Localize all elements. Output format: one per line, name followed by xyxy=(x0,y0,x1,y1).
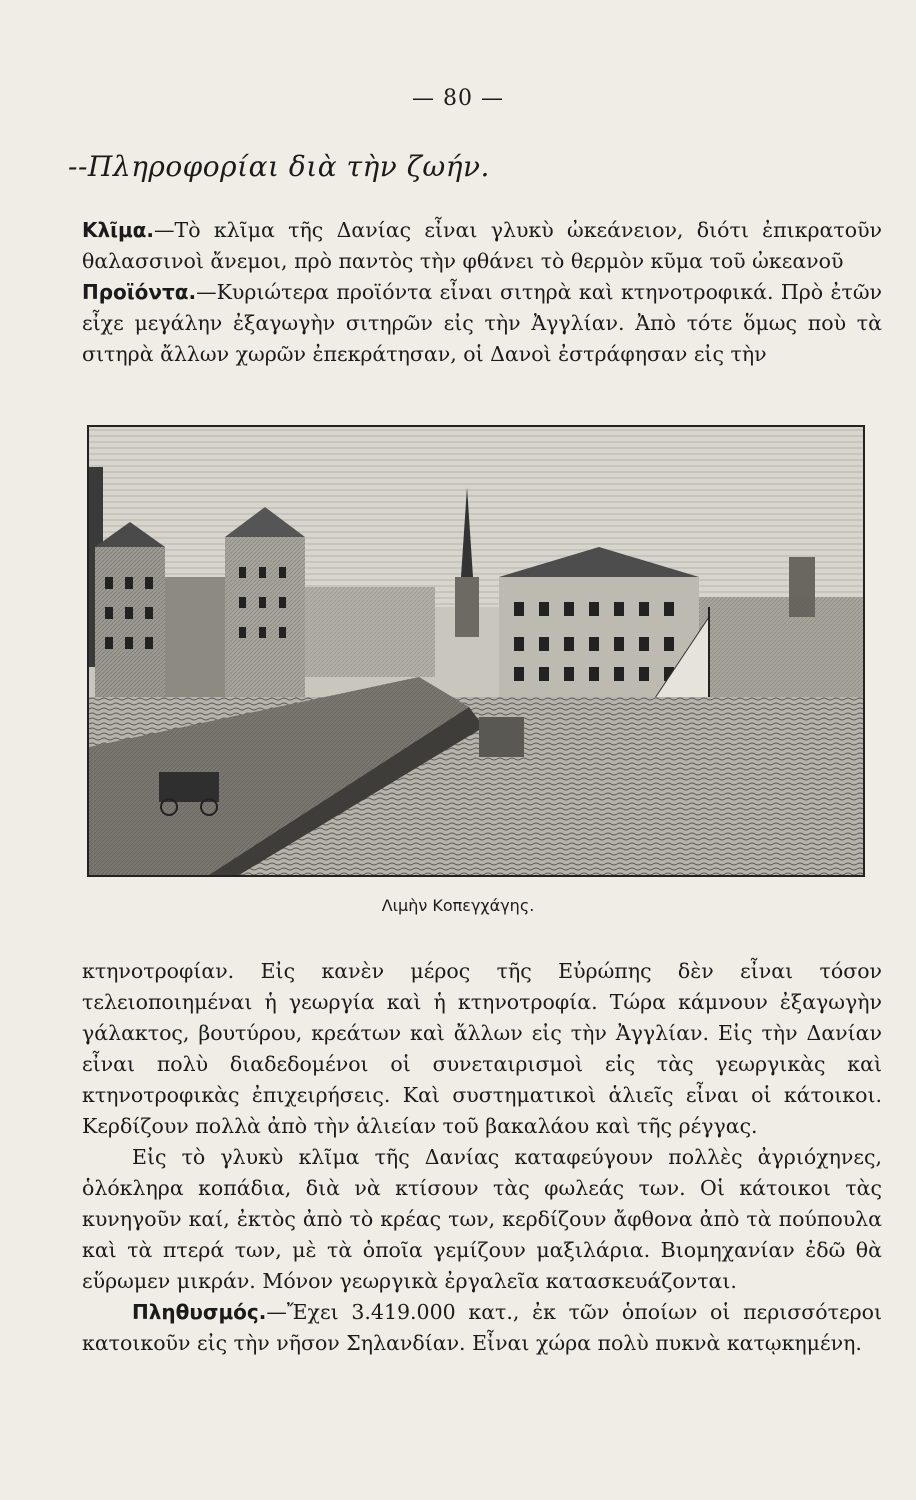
paragraph-body: —Ἔχει 3.419.000 κατ., ἐκ τῶν ὁποίων οἱ περισσότεροι κατοικοῦν εἰς τὴν νῆσον Σηλανδίαν. Εἶναι χώρα πολὺ πυκνὰ κατῳκημένη. xyxy=(82,1300,882,1355)
text-block-top xyxy=(82,215,882,370)
section-heading: --Πληροφορίαι διὰ τὴν ζωήν. xyxy=(68,150,490,183)
paragraph-body: —Κυριώτερα προϊόντα εἶναι σιτηρὰ καὶ κτηνοτροφικά. Πρὸ ἐτῶν εἶχε μεγάλην ἐξαγωγὴν σιτηρῶν εἰς τὴν Ἀγγλίαν. Ἀπὸ τότε ὅμως ποὺ τὰ σιτηρὰ ἄλλων χωρῶν ἐπεκράτησαν, οἱ Δανοὶ ἐστράφησαν εἰς τὴν xyxy=(82,280,882,366)
paragraph-livestock xyxy=(82,956,882,1142)
paragraph-climate xyxy=(82,215,882,277)
text-block-bottom xyxy=(82,956,882,1359)
figure-caption: Λιμὴν Κοπεγχάγης. xyxy=(381,896,535,915)
paragraph-body: κτηνοτροφίαν. Εἰς κανὲν μέρος τῆς Εὐρώπης δὲν εἶναι τόσον τελειοποιημέναι ἡ γεωργία καὶ ἡ κτηνοτροφία. Τώρα κάμνουν ἐξαγωγὴν γάλακτος, βουτύρου, κρεάτων καὶ ἄλλων εἰς τὴν Ἀγγλίαν. Εἰς τὴν Δανίαν εἶναι πολὺ διαδεδομένοι οἱ συνεταιρισμοὶ εἰς τὰς γεωργικὰς καὶ κτηνοτροφικὰς ἐπιχειρήσεις. Καὶ συστηματικοὶ ἁλιεῖς εἶναι οἱ κάτοικοι. Κερδίζουν πολλὰ ἀπὸ τὴν ἁλιείαν τοῦ βακαλάου καὶ τῆς ρέγγας. xyxy=(82,959,882,1138)
paragraph-lead: Κλῖμα. xyxy=(82,218,155,242)
paragraph-products xyxy=(82,277,882,370)
page-number: — 80 — xyxy=(412,86,504,111)
harbor-engraving xyxy=(87,425,865,877)
paragraph-wild-geese xyxy=(82,1142,882,1297)
paragraph-lead: Προϊόντα. xyxy=(82,280,197,304)
paragraph-population xyxy=(82,1297,882,1359)
harbor-illustration xyxy=(89,427,863,875)
paragraph-body: —Τὸ κλῖμα τῆς Δανίας εἶναι γλυκὺ ὠκεάνειον, διότι ἐπικρατοῦν θαλασσινοὶ ἄνεμοι, πρὸ παντὸς τὴν φθάνει τὸ θερμὸν κῦμα τοῦ ὠκεανοῦ xyxy=(82,218,882,273)
paragraph-body: Εἰς τὸ γλυκὺ κλῖμα τῆς Δανίας καταφεύγουν πολλὲς ἀγριόχηνες, ὁλόκληρα κοπάδια, διὰ νὰ κτίσουν τὰς φωλεάς των. Οἱ κάτοικοι τὰς κυνηγοῦν καί, ἐκτὸς ἀπὸ τὸ κρέας των, κερδίζουν ἄφθονα ἀπὸ τὰ πούπουλα καὶ τὰ πτερά των, μὲ τὰ ὁποῖα γεμίζουν μαξιλάρια. Βιομηχανίαν ἐδῶ θὰ εὕρωμεν μικράν. Μόνον γεωργικὰ ἐργαλεῖα κατασκευάζονται. xyxy=(82,1145,882,1293)
paragraph-lead: Πληθυσμός. xyxy=(132,1300,267,1324)
